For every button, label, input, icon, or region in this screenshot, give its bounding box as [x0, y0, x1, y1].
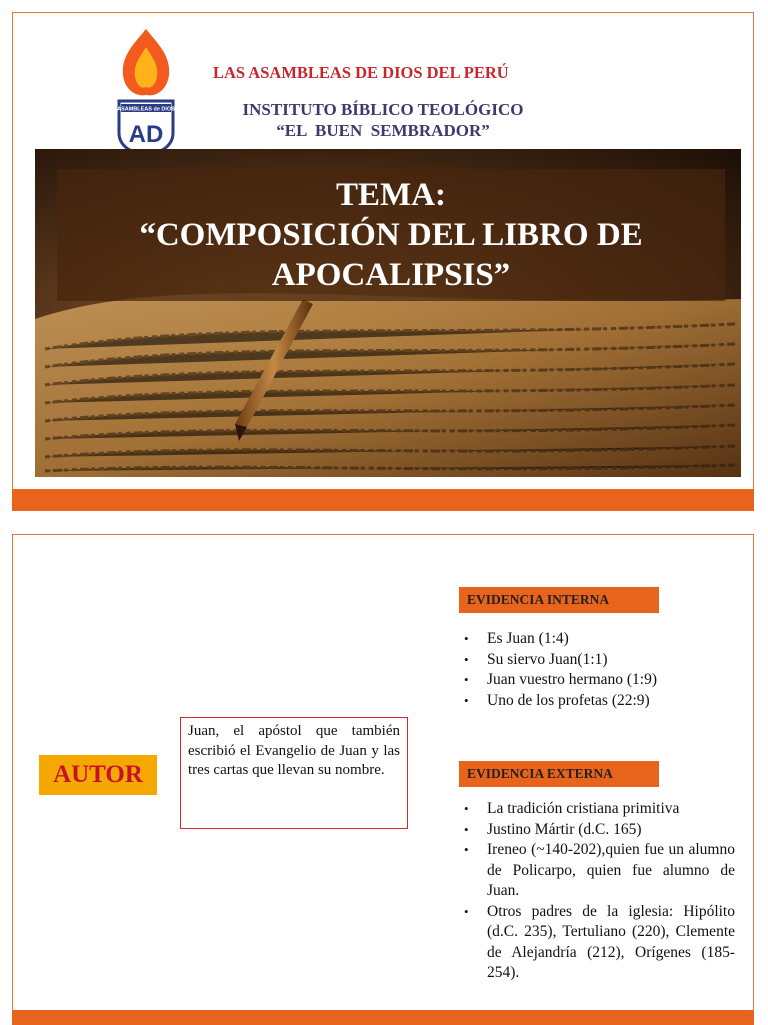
logo-caption: ASAMBLEAS de DIOS — [117, 106, 175, 113]
list-item: • Su siervo Juan(1:1) — [459, 650, 729, 671]
internal-evidence-heading: EVIDENCIA INTERNA — [459, 587, 659, 613]
institute-name — [213, 99, 553, 141]
institute-line-1: INSTITUTO BÍBLICO TEOLÓGICO — [242, 100, 524, 119]
scroll-photo — [35, 149, 741, 477]
institute-line-2: “EL BUEN SEMBRADOR” — [276, 121, 490, 140]
list-item: • Es Juan (1:4) — [459, 629, 729, 650]
list-item: • Ireneo (~140-202),quien fue un alumno de Policarpo, quien fue alumno de Juan. — [459, 840, 735, 902]
presentation-title — [57, 175, 725, 295]
logo-monogram: AD — [128, 121, 164, 148]
title-line-1: TEMA: — [336, 177, 446, 213]
autor-label: AUTOR — [39, 755, 157, 795]
assemblies-of-god-logo — [113, 25, 179, 157]
list-item: • Juan vuestro hermano (1:9) — [459, 670, 729, 691]
list-item: • Uno de los profetas (22:9) — [459, 691, 729, 712]
autor-description: Juan, el apóstol que también escribió el Evangelio de Juan y las tres cartas que llevan su nombre. — [180, 717, 408, 829]
external-evidence-heading: EVIDENCIA EXTERNA — [459, 761, 659, 787]
organization-name: LAS ASAMBLEAS DE DIOS DEL PERÚ — [213, 63, 509, 82]
slide-footer-bar — [12, 489, 754, 511]
external-evidence-list — [459, 799, 735, 984]
title-slide — [12, 12, 754, 511]
list-item: • Otros padres de la iglesia: Hipólito (d.C. 235), Tertuliano (220), Clemente de Alejandría (212), Orígenes (185-254). — [459, 902, 735, 984]
title-line-3: APOCALIPSIS” — [271, 257, 511, 293]
author-slide — [12, 534, 754, 1024]
list-item: • Justino Mártir (d.C. 165) — [459, 820, 735, 841]
internal-evidence-list — [459, 629, 729, 711]
slide-footer-bar — [12, 1010, 754, 1025]
title-line-2: “COMPOSICIÓN DEL LIBRO DE — [139, 217, 643, 253]
list-item: • La tradición cristiana primitiva — [459, 799, 735, 820]
